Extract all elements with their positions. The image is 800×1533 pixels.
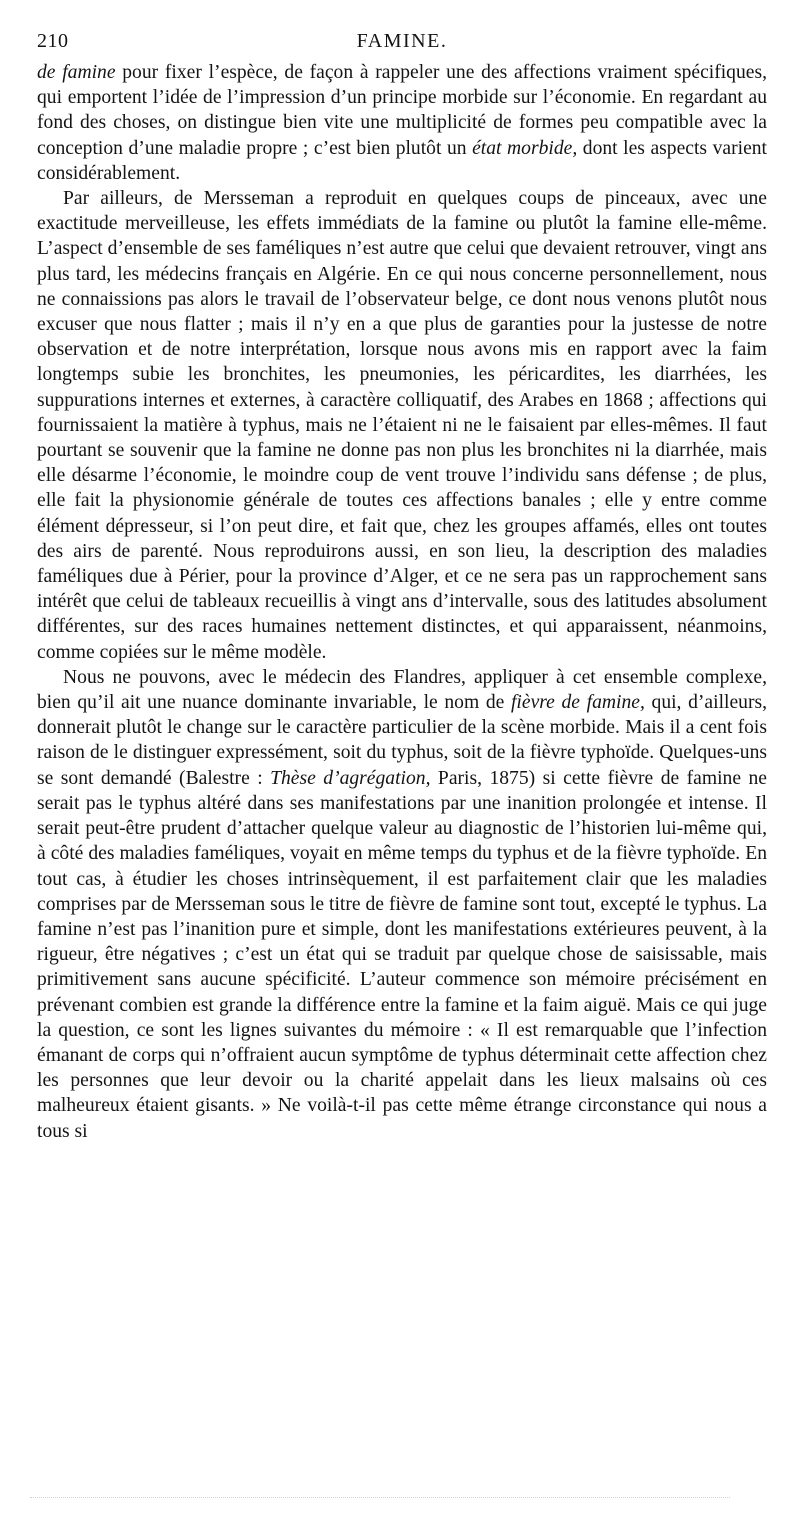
body-text [37,60,767,1144]
italic-text-segment: Thèse d’agrégation, [270,767,431,789]
text-segment: Nous ne pouvons, avec le médecin des Flandres, appliquer à cet ensemble complexe, bien qu’il ait une nuance dominante invariable, le nom de [37,666,767,714]
paragraph [37,665,767,1144]
page-header [37,30,767,54]
paragraph [37,60,767,186]
text-segment: pour fixer l’espèce, de façon à rappeler une des affections vraiment spécifiques, qui emportent l’idée de l’impression d’un principe morbide sur l’économie. En regardant au fond des choses, on distingue bien vite une multiplicité de formes peu compatible avec la conception d’une maladie propre ; c’est bien plutôt un [37,62,767,159]
text-segment: dont les aspects varient considérablement. [37,137,768,184]
text-segment: Paris, 1875) si cette fièvre de famine ne serait pas le typhus altéré dans ses manifestations par une inanition prolongée et intense. Il serait peut-être prudent d’attacher quelque valeur au diagnostic de l’historien lui-même qui, à côté des maladies faméliques, voyait en même temps du typhus et de la fièvre typhoïde. En tout cas, à étudier les choses intrinsèquement, il est parfaitement clair que les maladies comprises par de Mersseman sous le titre de fièvre de famine sont tout, excepté le typhus. La famine n’est pas l’inanition pure et simple, dont les manifestations extérieures peuvent, à la rigueur, être négatives ; c’est un état qui se traduit par quelque chose de saisissable, mais primitivement sans aucune spécificité. L’auteur commence son mémoire précisément en prévenant combien est grande la différence entre la famine et la faim aiguë. Mais ce qui juge la question, ce sont les lignes suivantes du mémoire : « Il est remarquable que l’infection émanant de corps qui n’offraient aucun symptôme de typhus déterminait cette affection chez les personnes que leur devoir ou la charité appelait dans les lieux malsains où ces malheureux étaient gisants. » Ne voilà-t-il pas cette même étrange circonstance qui nous a tous si [37,767,767,1142]
text-segment: qui, d’ailleurs, donnerait plutôt le change sur le caractère particulier de la scène morbide. Mais il a cent fois raison de le distinguer expressément, soit du typhus, soit de la fièvre typhoïde. Quelques-uns se sont demandé (Balestre : [37,692,767,789]
italic-text-segment: fièvre de famine, [510,692,645,714]
text-segment: Par ailleurs, de Mersseman a reproduit en quelques coups de pinceaux, avec une exactitude merveilleuse, les effets immédiats de la famine ou plutôt la famine elle-même. L’aspect d’ensemble de ses faméliques n’est autre que celui que devaient retrouver, vingt ans plus tard, les médecins français en Algérie. En ce qui nous concerne personnellement, nous ne connaissions pas alors le travail de l’observateur belge, ce dont nous venons plutôt nous excuser que nous flatter ; mais il n’y en a que plus de garanties pour la justesse de notre observation et de notre interprétation, lorsque nous avons mis en rapport avec la faim longtemps subie les bronchites, les pneumonies, les péricardites, les diarrhées, les suppurations internes et externes, à caractère colliquatif, des Arabes en 1868 ; affections qui fournissaient la matière à typhus, mais ne l’étaient ni ne le faisaient par elles-mêmes. Il faut pourtant se souvenir que la famine ne donne pas non plus les bronchites ni la diarrhée, mais elle désarme l’économie, le moindre coup de vent trouve l’individu sans défense ; de plus, elle fait la physionomie générale de toutes ces affections banales ; elle y entre comme élément dépresseur, si l’on peut dire, et fait que, chez les groupes affamés, elles ont toutes des airs de parenté. Nous reproduirons aussi, en son lieu, la description des maladies faméliques due à Périer, pour la province d’Alger, et ce ne sera pas un rapprochement sans intérêt que celui de tableaux recueillis à vingt ans d’intervalle, sous des latitudes absolument différentes, sur des races humaines nettement distinctes, et qui apparaissent, néanmoins, comme copiées sur le même modèle. [37,188,767,663]
page-bottom-specks [30,1497,730,1501]
italic-text-segment: état morbide, [472,137,578,159]
italic-text-segment: de famine [37,62,116,83]
page-number: 210 [37,30,69,52]
paragraph [37,186,767,665]
book-page [37,30,767,1144]
running-title: FAMINE. [356,30,448,52]
